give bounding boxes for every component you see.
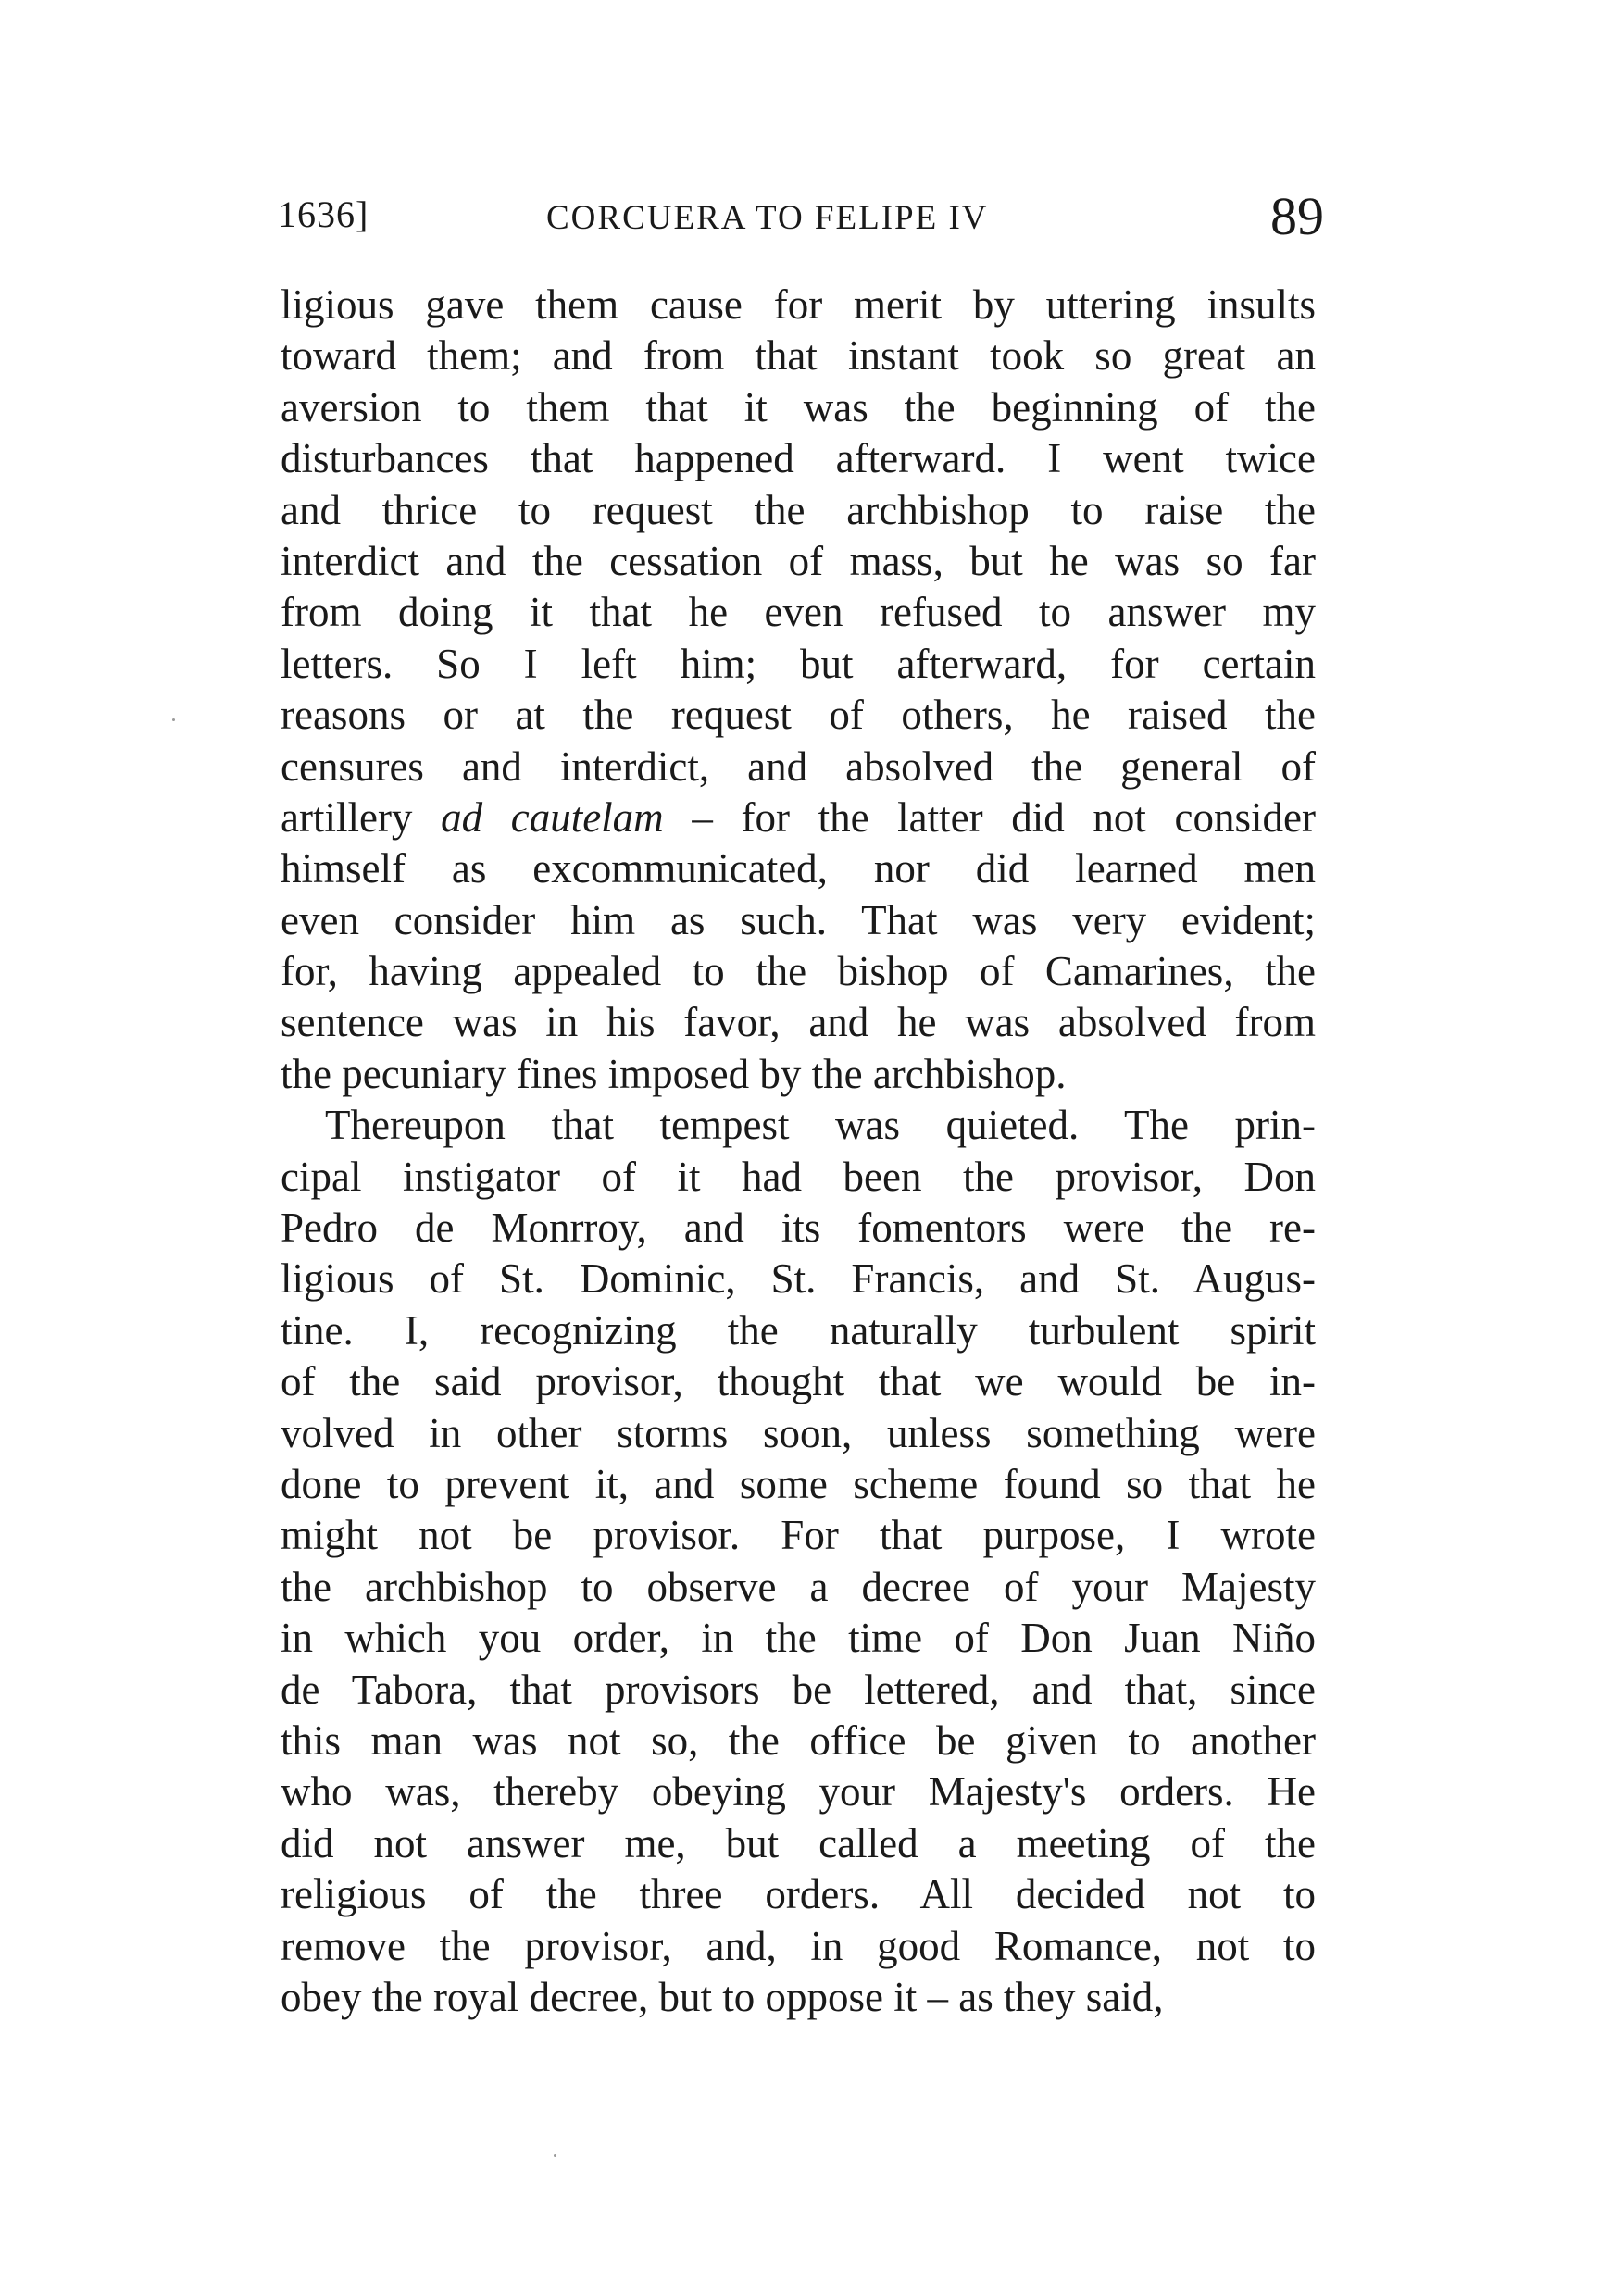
text-line: this man was not so, the office be given to another (281, 1716, 1316, 1764)
text-line: the archbishop to observe a decree of your Majesty (281, 1563, 1316, 1610)
page-number: 89 (1270, 186, 1324, 246)
italic-phrase: ad cautelam (441, 793, 664, 841)
text-line: ligious of St. Dominic, St. Francis, and St. Augus- (281, 1255, 1316, 1303)
text-line: sentence was in his favor, and he was absolved from (281, 999, 1316, 1046)
text-line: and thrice to request the archbishop to raise the (281, 486, 1316, 533)
text-line: did not answer me, but called a meeting of the (281, 1819, 1316, 1866)
text-line: religious of the three orders. All decided not to (281, 1871, 1316, 1918)
text-line: reasons or at the request of others, he raised the (281, 692, 1316, 739)
text-line: disturbances that happened afterward. I went twice (281, 435, 1316, 482)
body-text (281, 280, 1316, 2023)
text-line: tine. I, recognizing the naturally turbulent spirit (281, 1306, 1316, 1354)
text-line (281, 793, 1316, 843)
text-line: in which you order, in the time of Don Juan Niño (281, 1615, 1316, 1662)
running-head-date: 1636] (278, 193, 369, 235)
text-line: toward them; and from that instant took so great an (281, 332, 1316, 380)
text-line: Pedro de Monrroy, and its fomentors were the re- (281, 1204, 1316, 1252)
text-segment: artillery (281, 793, 442, 841)
text-line: volved in other storms soon, unless something were (281, 1409, 1316, 1456)
text-line: himself as excommunicated, nor did learned men (281, 845, 1316, 892)
paper-speck (172, 718, 175, 721)
text-line: aversion to them that it was the beginning of the (281, 383, 1316, 431)
text-line: from doing it that he even refused to answer my (281, 589, 1316, 636)
running-head-title: CORCUERA TO FELIPE IV (546, 199, 989, 237)
text-line: letters. So I left him; but afterward, for certain (281, 640, 1316, 687)
text-line: ligious gave them cause for merit by uttering insults (281, 281, 1316, 328)
text-line: even consider him as such. That was very evident; (281, 896, 1316, 943)
running-head (278, 185, 1324, 259)
text-line: de Tabora, that provisors be lettered, and that, since (281, 1666, 1316, 1713)
text-line: obey the royal decree, but to oppose it – as they said, (281, 1973, 1164, 2020)
text-line: interdict and the cessation of mass, but he was so far (281, 537, 1316, 584)
text-segment: – for the latter did not consider (663, 793, 1316, 841)
text-line: who was, thereby obeying your Majesty's orders. He (281, 1768, 1316, 1816)
text-line: cipal instigator of it had been the provisor, Don (281, 1153, 1316, 1200)
text-line: might not be provisor. For that purpose, I wrote (281, 1512, 1316, 1559)
text-line: censures and interdict, and absolved the general of (281, 743, 1316, 790)
text-line: done to prevent it, and some scheme found so that he (281, 1460, 1316, 1507)
text-line: of the said provisor, thought that we would be in- (281, 1358, 1316, 1405)
text-line: for, having appealed to the bishop of Camarines, the (281, 948, 1316, 995)
text-line: remove the provisor, and, in good Romance, not to (281, 1922, 1316, 1969)
text-line: Thereupon that tempest was quieted. The prin- (325, 1102, 1316, 1149)
text-line: the pecuniary fines imposed by the archbishop. (281, 1050, 1067, 1097)
paper-speck (554, 2154, 556, 2157)
